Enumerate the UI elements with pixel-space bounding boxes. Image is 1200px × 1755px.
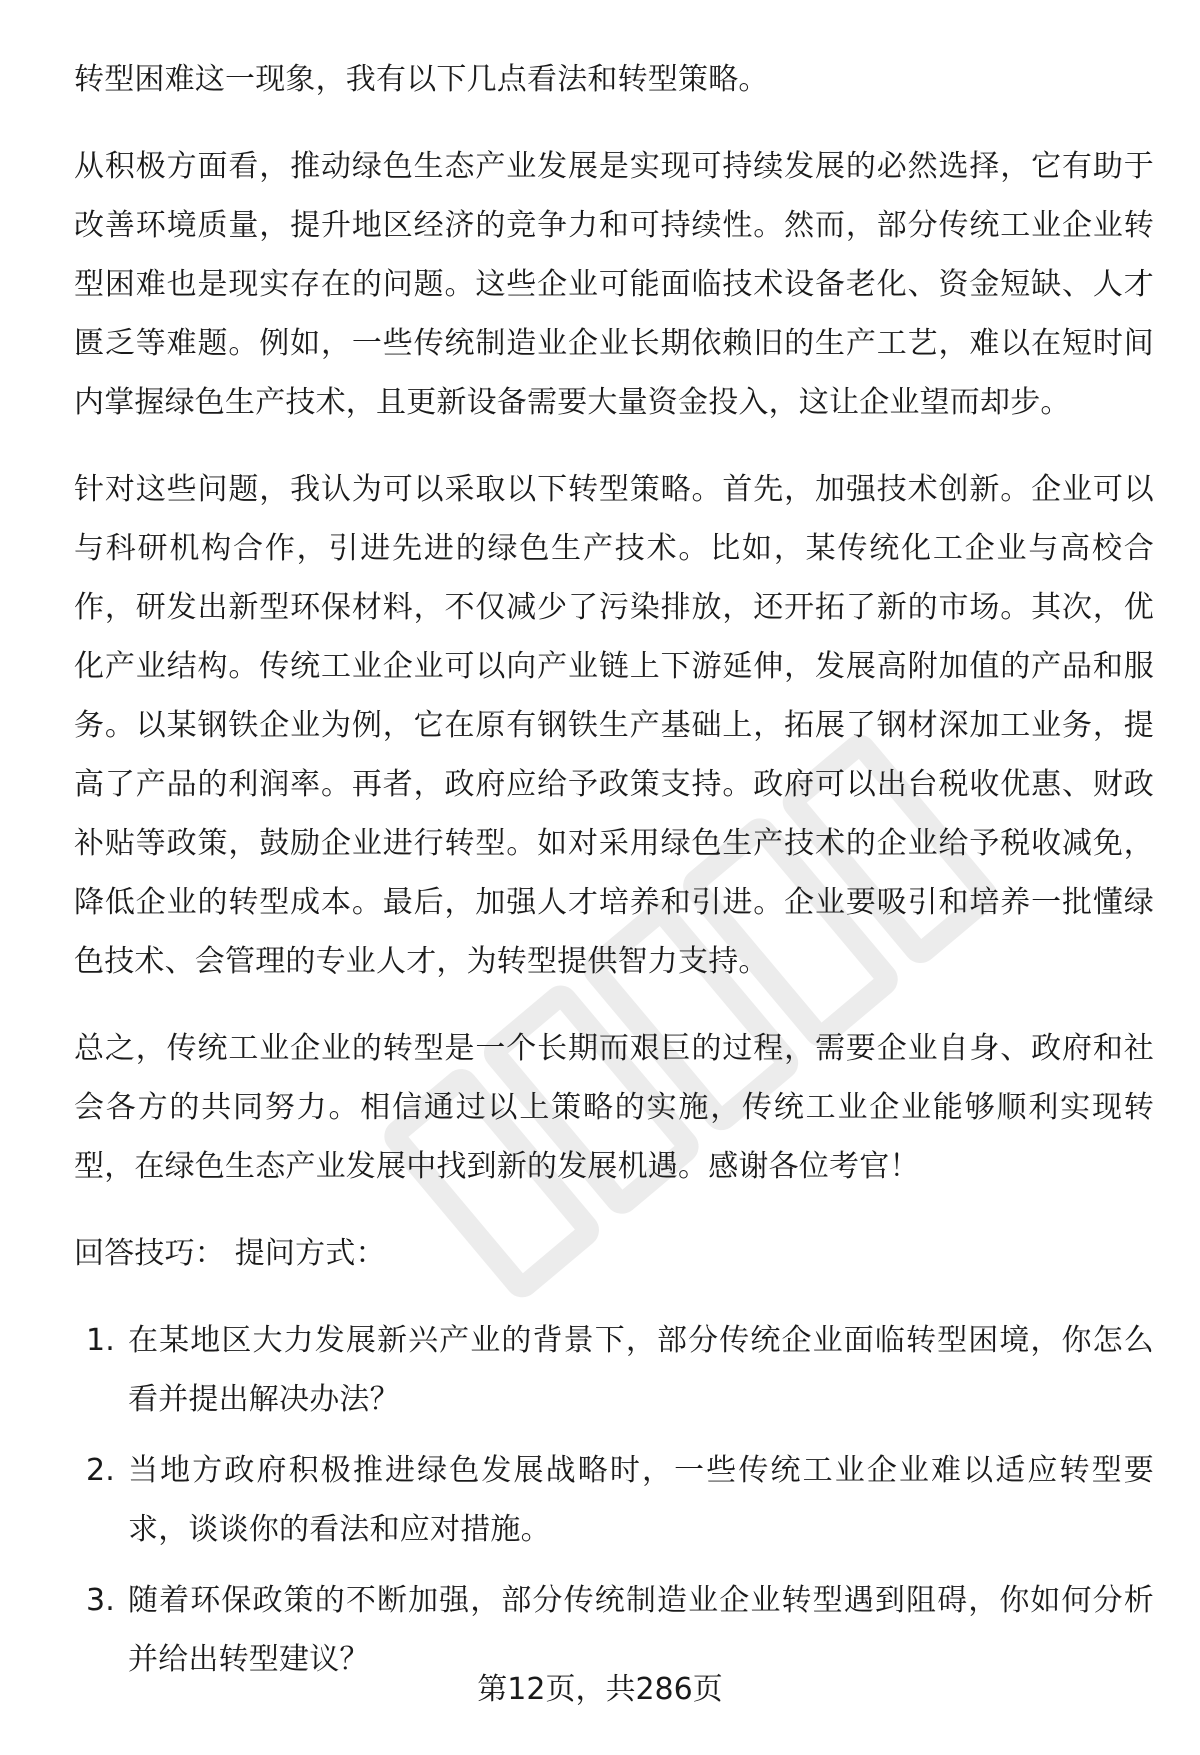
list-number: 1.	[86, 1323, 116, 1358]
tips-heading: 回答技巧： 提问方式：	[74, 1236, 386, 1271]
paragraph-conclusion: 总之，传统工业企业的转型是一个长期而艰巨的过程，需要企业自身、政府和社会各方的共同努力。相信通过以上策略的实施，传统工业企业能够顺利实现转型，在绿色生态产业发展中找到新的发展机遇。感谢各位考官！	[74, 1031, 1154, 1184]
paragraph-strategies: 针对这些问题，我认为可以采取以下转型策略。首先，加强技术创新。企业可以与科研机构合作，引进先进的绿色生产技术。比如，某传统化工企业与高校合作，研发出新型环保材料，不仅减少了污染排放，还开拓了新的市场。其次，优化产业结构。传统工业企业可以向产业链上下游延伸，发展高附加值的产品和服务。以某钢铁企业为例，它在原有钢铁生产基础上，拓展了钢材深加工业务，提高了产品的利润率。再者，政府应给予政策支持。政府可以出台税收优惠、财政补贴等政策，鼓励企业进行转型。如对采用绿色生产技术的企业给予税收减免，降低企业的转型成本。最后，加强人才培养和引进。企业要吸引和培养一批懂绿色技术、会管理的专业人才，为转型提供智力支持。	[74, 472, 1154, 979]
question-text: 当地方政府积极推进绿色发展战略时，一些传统工业企业难以适应转型要求，谈谈你的看法和应对措施。	[128, 1453, 1154, 1547]
list-item	[74, 1441, 1154, 1559]
list-number: 3.	[86, 1583, 116, 1618]
list-number: 2.	[86, 1453, 116, 1488]
question-list	[74, 1311, 1154, 1689]
list-item	[74, 1311, 1154, 1429]
paragraph-intro: 转型困难这一现象，我有以下几点看法和转型策略。	[74, 62, 769, 97]
question-text: 在某地区大力发展新兴产业的背景下，部分传统企业面临转型困境，你怎么看并提出解决办法？	[128, 1323, 1154, 1417]
main-content	[74, 50, 1154, 1701]
question-text: 随着环保政策的不断加强，部分传统制造业企业转型遇到阻碍，你如何分析并给出转型建议？	[128, 1583, 1154, 1677]
page-number-footer: 第12页，共286页	[477, 1672, 723, 1707]
paragraph-analysis: 从积极方面看，推动绿色生态产业发展是实现可持续发展的必然选择，它有助于改善环境质量，提升地区经济的竞争力和可持续性。然而，部分传统工业企业转型困难也是现实存在的问题。这些企业可能面临技术设备老化、资金短缺、人才匮乏等难题。例如，一些传统制造业企业长期依赖旧的生产工艺，难以在短时间内掌握绿色生产技术，且更新设备需要大量资金投入，这让企业望而却步。	[74, 149, 1154, 420]
